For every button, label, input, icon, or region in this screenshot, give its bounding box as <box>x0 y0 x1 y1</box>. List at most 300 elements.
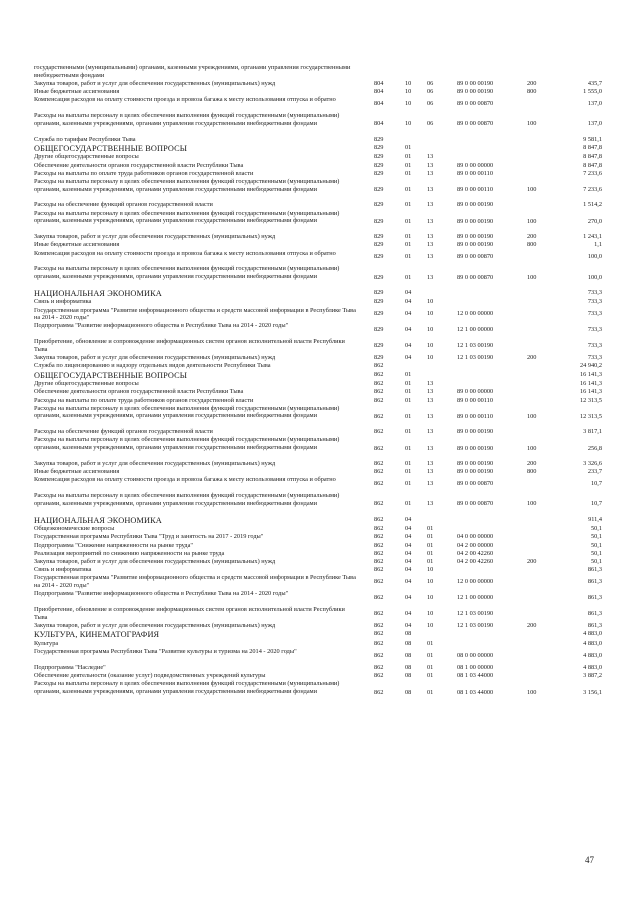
expense-type-code: 200 <box>527 354 537 361</box>
department-code: 862 <box>374 444 384 452</box>
expense-type-code: 200 <box>527 459 537 467</box>
amount: 3 326,6 <box>583 459 602 467</box>
row-name: Другие общегосударственные вопросы <box>34 380 139 388</box>
row-name: Компенсация расходов на оплату стоимости проезда и провоза багажа к месту использования отпуска и обратно <box>34 476 336 484</box>
amount: 733,3 <box>587 298 602 306</box>
amount: 8 847,8 <box>583 161 602 169</box>
row-name: Расходы на выплаты по оплате труда работников органов государственной власти <box>34 169 254 177</box>
department-code: 862 <box>374 533 384 541</box>
amount: 1 243,1 <box>583 233 602 241</box>
expense-type-code: 800 <box>527 88 537 95</box>
row-name: Расходы на выплаты персоналу в целях обеспечения выполнения функций государственными (муниципальными) органами, казенными учреждениями, органами управления государственными внебюджетными фондами <box>34 112 340 127</box>
subsection-code: 13 <box>427 380 434 388</box>
department-code: 862 <box>374 541 384 549</box>
expense-type-code: 100 <box>527 500 537 508</box>
subsection-code: 01 <box>427 651 434 659</box>
table-row <box>0 640 635 648</box>
row-name: Другие общегосударственные вопросы <box>34 153 139 161</box>
table-row <box>0 210 635 233</box>
target-article-code: 89 0 00 00190 <box>457 444 494 452</box>
expense-type-code: 100 <box>527 413 537 421</box>
department-code: 829 <box>374 354 384 361</box>
section-code: 04 <box>405 558 412 565</box>
row-name: Государственная программа Республики Тыва "Развитие культуры и туризма на 2014 - 2020 годы" <box>34 648 297 655</box>
target-article-code: 89 0 00 00870 <box>457 500 494 508</box>
department-code: 862 <box>374 459 384 467</box>
department-code: 862 <box>374 688 384 696</box>
target-article-code: 89 0 00 00190 <box>457 428 494 436</box>
section-code: 08 <box>405 663 412 671</box>
subsection-code: 13 <box>427 153 434 161</box>
department-code: 829 <box>374 288 384 296</box>
target-article-code: 89 0 00 00870 <box>457 480 494 488</box>
row-name: Подпрограмма "Развитие информационного общества в Республике Тыва на 2014 - 2020 годы" <box>34 322 289 330</box>
table-row <box>0 388 635 396</box>
subsection-code: 10 <box>427 566 434 574</box>
table-row <box>0 298 635 306</box>
row-name: Расходы на выплаты персоналу в целях обеспечения выполнения функций государственными (муниципальными) органами, казенными учреждениями, органами управления государственными внебюджетными фондами <box>34 680 340 695</box>
section-code: 04 <box>405 609 412 617</box>
section-code: 01 <box>405 233 412 241</box>
target-article-code: 89 0 00 00110 <box>457 169 493 177</box>
department-code: 829 <box>374 201 384 209</box>
table-row <box>0 622 635 630</box>
table-row <box>0 606 635 621</box>
section-code: 04 <box>405 594 412 602</box>
amount: 16 141,3 <box>579 370 602 378</box>
subsection-code: 13 <box>427 413 434 421</box>
target-article-code: 89 0 00 00190 <box>457 241 494 249</box>
table-row <box>0 338 635 353</box>
subsection-code: 10 <box>427 578 434 586</box>
table-row <box>0 680 635 703</box>
row-name: Иные бюджетные ассигнования <box>34 241 120 249</box>
department-code: 804 <box>374 100 384 108</box>
amount: 50,1 <box>590 525 602 533</box>
target-article-code: 08 1 00 00000 <box>457 663 494 671</box>
department-code: 862 <box>374 362 384 370</box>
amount: 12 313,5 <box>579 413 602 421</box>
target-article-code: 12 1 03 00190 <box>457 354 494 361</box>
row-name: Общеэкономические вопросы <box>34 525 115 533</box>
table-row <box>0 630 635 639</box>
amount: 4 883,0 <box>583 630 602 638</box>
amount: 16 141,3 <box>579 388 602 396</box>
subsection-code: 13 <box>427 161 434 169</box>
section-code: 01 <box>405 380 412 388</box>
subsection-code: 13 <box>427 444 434 452</box>
department-code: 829 <box>374 217 384 225</box>
amount: 233,7 <box>587 468 602 475</box>
amount: 733,3 <box>587 310 602 318</box>
table-row <box>0 112 635 135</box>
row-name: Расходы на выплаты персоналу в целях обеспечения выполнения функций государственными (муниципальными) органами, казенными учреждениями, органами управления государственными внебюджетными фондами <box>34 209 340 225</box>
section-code: 01 <box>405 143 412 151</box>
section-code: 04 <box>405 354 412 361</box>
amount: 911,4 <box>588 515 602 523</box>
section-code: 04 <box>405 566 412 574</box>
subsection-code: 01 <box>427 549 434 557</box>
section-code: 01 <box>405 186 412 194</box>
section-code: 04 <box>405 310 412 318</box>
department-code: 829 <box>374 326 384 334</box>
target-article-code: 89 0 00 00870 <box>457 100 494 108</box>
section-code: 04 <box>405 298 412 306</box>
amount: 24 940,2 <box>579 362 602 370</box>
table-row <box>0 250 635 265</box>
department-code: 862 <box>374 468 384 475</box>
table-row <box>0 648 635 663</box>
section-code: 01 <box>405 444 412 452</box>
amount: 4 883,0 <box>583 639 602 647</box>
amount: 7 233,6 <box>583 169 602 177</box>
section-code: 01 <box>405 388 412 396</box>
target-article-code: 12 0 00 00000 <box>457 578 494 586</box>
target-article-code: 08 1 03 44000 <box>457 672 494 679</box>
row-name: КУЛЬТУРА, КИНЕМАТОГРАФИЯ <box>34 630 160 640</box>
row-name: ОБЩЕГОСУДАРСТВЕННЫЕ ВОПРОСЫ <box>34 370 188 380</box>
subsection-code: 10 <box>427 594 434 602</box>
amount: 137,0 <box>587 100 602 108</box>
subsection-code: 01 <box>427 525 434 533</box>
target-article-code: 89 0 00 00110 <box>457 396 493 404</box>
table-row <box>0 233 635 241</box>
department-code: 862 <box>374 549 384 557</box>
amount: 256,8 <box>587 444 602 452</box>
department-code: 862 <box>374 578 384 586</box>
department-code: 862 <box>374 480 384 488</box>
department-code: 862 <box>374 525 384 533</box>
target-article-code: 89 0 00 00190 <box>457 217 494 225</box>
row-name: Закупка товаров, работ и услуг для обеспечения государственных (муниципальных) нужд <box>34 621 276 629</box>
target-article-code: 89 0 00 00190 <box>457 201 494 209</box>
row-name: государственными (муниципальными) органами, казенными учреждениями, органами управления государственными внебюджетными фондами <box>34 64 351 79</box>
amount: 861,3 <box>587 578 602 586</box>
amount: 4 883,0 <box>583 663 602 671</box>
section-code: 01 <box>405 217 412 225</box>
amount: 1 555,0 <box>583 88 602 95</box>
row-name: Подпрограмма "Развитие информационного общества в Республике Тыва на 2014 - 2020 годы" <box>34 590 289 598</box>
amount: 137,0 <box>587 120 602 128</box>
subsection-code: 13 <box>427 217 434 225</box>
section-code: 01 <box>405 153 412 161</box>
department-code: 862 <box>374 663 384 671</box>
amount: 16 141,3 <box>579 380 602 388</box>
amount: 861,3 <box>587 621 602 629</box>
subsection-code: 10 <box>427 310 434 318</box>
target-article-code: 08 0 00 00000 <box>457 651 494 659</box>
subsection-code: 10 <box>427 354 434 361</box>
amount: 733,3 <box>587 288 602 296</box>
row-name: Расходы на выплаты персоналу в целях обеспечения выполнения функций государственными (муниципальными) органами, казенными учреждениями, органами управления государственными внебюджетными фондами <box>34 436 340 451</box>
department-code: 829 <box>374 253 384 261</box>
table-row <box>0 307 635 322</box>
department-code: 862 <box>374 500 384 508</box>
target-article-code: 12 1 03 00190 <box>457 609 494 617</box>
section-code: 08 <box>405 672 412 679</box>
row-name: Служба по тарифам Республики Тыва <box>34 135 136 143</box>
section-code: 01 <box>405 468 412 475</box>
section-code: 04 <box>405 578 412 586</box>
subsection-code: 10 <box>427 341 434 349</box>
table-row <box>0 241 635 249</box>
department-code: 862 <box>374 594 384 602</box>
department-code: 829 <box>374 169 384 177</box>
section-code: 10 <box>405 79 412 87</box>
table-row <box>0 289 635 298</box>
table-row <box>0 162 635 170</box>
section-code: 10 <box>405 100 412 108</box>
subsection-code: 01 <box>427 639 434 647</box>
row-name: Расходы на выплаты персоналу в целях обеспечения выполнения функций государственными (муниципальными) органами, казенными учреждениями, органами управления государственными внебюджетными фондами <box>34 404 340 420</box>
section-code: 01 <box>405 500 412 508</box>
department-code: 862 <box>374 428 384 436</box>
target-article-code: 89 0 00 00000 <box>457 161 494 169</box>
department-code: 829 <box>374 273 384 281</box>
table-row <box>0 88 635 96</box>
row-name: Расходы на выплаты по оплате труда работников органов государственной власти <box>34 396 254 404</box>
row-name: Расходы на обеспечение функций органов государственной власти <box>34 428 213 436</box>
table-row <box>0 80 635 88</box>
table-row <box>0 405 635 428</box>
section-code: 01 <box>405 428 412 436</box>
department-code: 862 <box>374 558 384 565</box>
target-article-code: 89 0 00 00190 <box>457 233 494 241</box>
amount: 100,0 <box>587 273 602 281</box>
table-row <box>0 476 635 491</box>
target-article-code: 12 1 00 00000 <box>457 594 494 602</box>
section-code: 04 <box>405 549 412 557</box>
row-name: Закупка товаров, работ и услуг для обеспечения государственных (муниципальных) нужд <box>34 233 276 241</box>
table-row <box>0 64 635 79</box>
department-code: 862 <box>374 630 384 638</box>
target-article-code: 89 0 00 00190 <box>457 88 494 95</box>
expense-type-code: 100 <box>527 273 537 281</box>
section-code: 04 <box>405 541 412 549</box>
subsection-code: 01 <box>427 672 434 679</box>
amount: 733,3 <box>587 354 602 361</box>
amount: 50,1 <box>590 558 602 565</box>
subsection-code: 13 <box>427 233 434 241</box>
amount: 3 817,1 <box>583 428 602 436</box>
target-article-code: 12 1 03 00190 <box>457 621 494 629</box>
amount: 435,7 <box>587 79 602 87</box>
department-code: 829 <box>374 186 384 194</box>
amount: 8 847,8 <box>583 143 602 151</box>
department-code: 829 <box>374 143 384 151</box>
target-article-code: 89 0 00 00190 <box>457 468 494 475</box>
table-row <box>0 525 635 533</box>
section-code: 04 <box>405 341 412 349</box>
target-article-code: 89 0 00 00110 <box>457 413 493 421</box>
subsection-code: 10 <box>427 326 434 334</box>
row-name: Государственная программа "Развитие информационного общества и средств массовой информации в Республике Тыва на 2014 - 2020 годы" <box>34 306 356 322</box>
amount: 733,3 <box>587 341 602 349</box>
department-code: 829 <box>374 161 384 169</box>
expense-type-code: 100 <box>527 186 537 194</box>
subsection-code: 06 <box>427 79 434 87</box>
subsection-code: 01 <box>427 558 434 565</box>
amount: 733,3 <box>587 326 602 334</box>
amount: 50,1 <box>590 541 602 549</box>
table-row <box>0 397 635 405</box>
subsection-code: 01 <box>427 663 434 671</box>
table-row <box>0 178 635 201</box>
department-code: 862 <box>374 621 384 629</box>
row-name: Закупка товаров, работ и услуг для обеспечения государственных (муниципальных) нужд <box>34 558 276 565</box>
row-name: Подпрограмма "Снижение напряженности на рынке труда" <box>34 541 193 549</box>
table-row <box>0 550 635 558</box>
row-name: Приобретение, обновление и сопровождение информационных систем органов исполнительной власти Республики Тыва <box>34 606 345 621</box>
subsection-code: 13 <box>427 241 434 249</box>
table-row <box>0 144 635 153</box>
row-name: Иные бюджетные ассигнования <box>34 88 120 95</box>
subsection-code: 13 <box>427 169 434 177</box>
row-name: ОБЩЕГОСУДАРСТВЕННЫЕ ВОПРОСЫ <box>34 143 188 153</box>
table-row <box>0 170 635 178</box>
table-row <box>0 371 635 380</box>
target-article-code: 89 0 00 00190 <box>457 79 494 87</box>
row-name: Закупка товаров, работ и услуг для обеспечения государственных (муниципальных) нужд <box>34 354 276 361</box>
target-article-code: 12 1 00 00000 <box>457 326 494 334</box>
table-row <box>0 96 635 111</box>
row-name: Обеспечение деятельности (оказание услуг) подведомственных учреждений культуры <box>34 672 266 679</box>
department-code: 829 <box>374 310 384 318</box>
subsection-code: 13 <box>427 468 434 475</box>
row-name: Расходы на выплаты персоналу в целях обеспечения выполнения функций государственными (муниципальными) органами, казенными учреждениями, органами управления государственными внебюджетными фондами <box>34 265 340 280</box>
section-code: 08 <box>405 651 412 659</box>
table-row <box>0 516 635 525</box>
amount: 50,1 <box>590 549 602 557</box>
section-code: 04 <box>405 621 412 629</box>
amount: 3 887,2 <box>583 672 602 679</box>
amount: 100,0 <box>587 253 602 261</box>
expense-type-code: 200 <box>527 621 537 629</box>
row-name: Приобретение, обновление и сопровождение информационных систем органов исполнительной власти Республики Тыва <box>34 338 345 353</box>
row-name: Служба по лицензированию и надзору отдельных видов деятельности Республики Тыва <box>34 362 271 370</box>
row-name: Культура <box>34 639 59 647</box>
table-row <box>0 574 635 589</box>
expense-type-code: 100 <box>527 120 537 128</box>
subsection-code: 06 <box>427 88 434 95</box>
amount: 1 514,2 <box>583 201 602 209</box>
amount: 8 847,8 <box>583 153 602 161</box>
section-code: 08 <box>405 639 412 647</box>
table-row <box>0 428 635 436</box>
expense-type-code: 800 <box>527 468 537 475</box>
row-name: Реализация мероприятий по снижению напряженности на рынке труда <box>34 549 225 557</box>
expense-type-code: 800 <box>527 241 537 249</box>
expense-type-code: 100 <box>527 444 537 452</box>
table-row <box>0 492 635 515</box>
row-name: Связь и информатика <box>34 298 92 306</box>
target-article-code: 89 0 00 00190 <box>457 459 494 467</box>
section-code: 01 <box>405 253 412 261</box>
subsection-code: 01 <box>427 533 434 541</box>
row-name: Государственная программа Республики Тыва "Труд и занятость на 2017 - 2019 годы" <box>34 533 264 541</box>
table-row <box>0 468 635 476</box>
table-row <box>0 265 635 288</box>
row-name: Расходы на обеспечение функций органов государственной власти <box>34 201 213 209</box>
target-article-code: 12 1 03 00190 <box>457 341 494 349</box>
row-name: Компенсация расходов на оплату стоимости проезда и провоза багажа к месту использования отпуска и обратно <box>34 249 336 257</box>
section-code: 01 <box>405 201 412 209</box>
expense-type-code: 200 <box>527 79 537 87</box>
table-row <box>0 136 635 144</box>
target-article-code: 89 0 00 00870 <box>457 253 494 261</box>
section-code: 01 <box>405 396 412 404</box>
department-code: 862 <box>374 515 384 523</box>
amount: 3 156,1 <box>583 688 602 696</box>
expense-type-code: 200 <box>527 558 537 565</box>
row-name: Государственная программа "Развитие информационного общества и средств массовой информации в Республике Тыва на 2014 - 2020 годы" <box>34 574 356 589</box>
amount: 10,7 <box>590 480 602 488</box>
subsection-code: 06 <box>427 100 434 108</box>
department-code: 804 <box>374 120 384 128</box>
subsection-code: 13 <box>427 428 434 436</box>
table-row <box>0 542 635 550</box>
section-code: 01 <box>405 459 412 467</box>
department-code: 862 <box>374 396 384 404</box>
subsection-code: 10 <box>427 609 434 617</box>
section-code: 04 <box>405 288 412 296</box>
table-row <box>0 672 635 680</box>
section-code: 04 <box>405 326 412 334</box>
subsection-code: 13 <box>427 253 434 261</box>
department-code: 829 <box>374 341 384 349</box>
section-code: 01 <box>405 370 412 378</box>
department-code: 804 <box>374 79 384 87</box>
subsection-code: 13 <box>427 201 434 209</box>
section-code: 01 <box>405 273 412 281</box>
section-code: 08 <box>405 630 412 638</box>
subsection-code: 01 <box>427 688 434 696</box>
table-row <box>0 533 635 541</box>
row-name: Расходы на выплаты персоналу в целях обеспечения выполнения функций государственными (муниципальными) органами, казенными учреждениями, органами управления государственными внебюджетными фондами <box>34 492 340 507</box>
row-name: НАЦИОНАЛЬНАЯ ЭКОНОМИКА <box>34 515 162 525</box>
table-row <box>0 380 635 388</box>
department-code: 829 <box>374 233 384 241</box>
department-code: 862 <box>374 388 384 396</box>
amount: 270,0 <box>587 217 602 225</box>
target-article-code: 89 0 00 00870 <box>457 273 494 281</box>
expense-type-code: 200 <box>527 233 537 241</box>
row-name: Закупка товаров, работ и услуг для обеспечения государственных (муниципальных) нужд <box>34 79 276 87</box>
target-article-code: 04 2 00 00000 <box>457 541 494 549</box>
expense-type-code: 100 <box>527 688 537 696</box>
subsection-code: 13 <box>427 500 434 508</box>
subsection-code: 13 <box>427 480 434 488</box>
target-article-code: 08 1 03 44000 <box>457 688 494 696</box>
department-code: 829 <box>374 298 384 306</box>
section-code: 04 <box>405 515 412 523</box>
subsection-code: 13 <box>427 273 434 281</box>
row-name: Компенсация расходов на оплату стоимости проезда и провоза багажа к месту использования отпуска и обратно <box>34 96 336 104</box>
subsection-code: 13 <box>427 186 434 194</box>
section-code: 01 <box>405 413 412 421</box>
section-code: 01 <box>405 241 412 249</box>
row-name: Расходы на выплаты персоналу в целях обеспечения выполнения функций государственными (муниципальными) органами, казенными учреждениями, органами управления государственными внебюджетными фондами <box>34 178 340 193</box>
amount: 9 581,1 <box>583 135 602 143</box>
target-article-code: 89 0 00 00870 <box>457 120 494 128</box>
section-code: 04 <box>405 525 412 533</box>
amount: 10,7 <box>590 500 602 508</box>
row-name: Подпрограмма "Наследие" <box>34 663 106 671</box>
page-number: 47 <box>585 855 594 865</box>
row-name: Обеспечение деятельности органов государственной власти Республики Тыва <box>34 388 244 396</box>
section-code: 08 <box>405 688 412 696</box>
department-code: 829 <box>374 241 384 249</box>
